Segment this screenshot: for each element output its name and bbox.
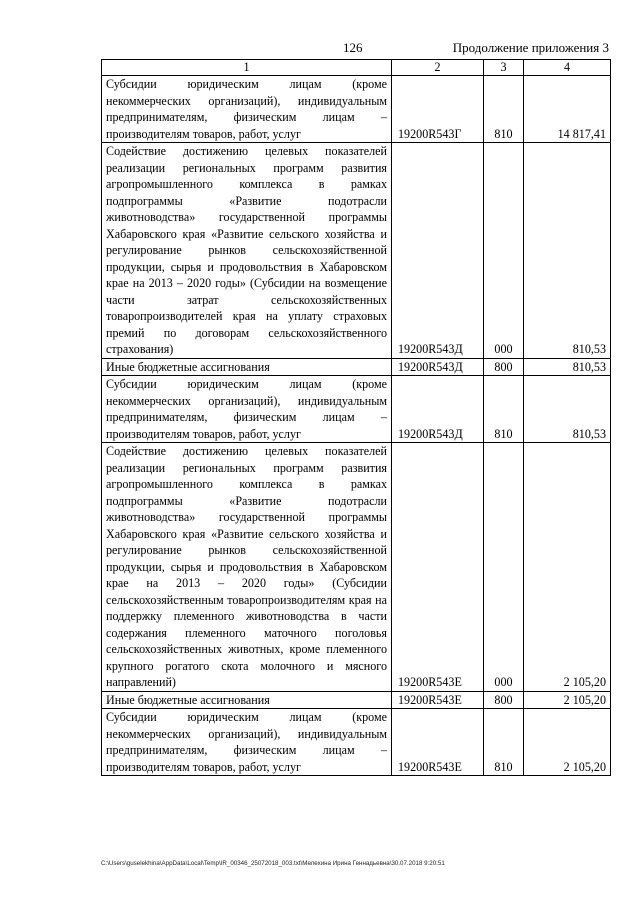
row-expense-type: 800 [484,358,524,376]
row-expense-type: 000 [484,143,524,359]
column-header: 4 [524,60,611,76]
row-sum: 14 817,41 [524,76,611,143]
table-row [102,443,611,692]
row-target-code: 19200R543Г [392,76,484,143]
row-sum: 2 105,20 [524,443,611,692]
row-target-code: 19200R543Е [392,443,484,692]
row-target-code: 19200R543Е [392,691,484,709]
column-header: 2 [392,60,484,76]
row-expense-type: 810 [484,76,524,143]
table-row [102,691,611,709]
row-target-code: 19200R543Д [392,143,484,359]
column-header: 3 [484,60,524,76]
row-sum: 810,53 [524,376,611,443]
row-sum: 810,53 [524,358,611,376]
row-name: Иные бюджетные ассигнования [102,691,392,709]
row-expense-type: 000 [484,443,524,692]
page-number: 126 [343,40,363,55]
appendix-continuation-label: Продолжение приложения 3 [452,40,609,55]
row-name: Содействие достижению целевых показателей реализации региональных программ развития агропромышленного комплекса в рамках подпрограммы «Развитие подотрасли животноводства» государственной программы Хабаровского края «Развитие сельского хозяйства и регулирование рынков сельскохозяйственной продукции, сырья и продовольствия в Хабаровском крае на 2013 – 2020 годы» (Субсидии на возмещение части затрат сельскохозяйственных товаропроизводителей края на уплату страховых премий по договорам сельскохозяйственного страхования) [102,143,392,359]
row-sum: 2 105,20 [524,691,611,709]
row-target-code: 19200R543Д [392,376,484,443]
row-name: Субсидии юридическим лицам (кроме некоммерческих организаций), индивидуальным предпринимателям, физическим лицам – производителям товаров, работ, услуг [102,76,392,143]
budget-table [101,59,611,776]
row-target-code: 19200R543Д [392,358,484,376]
row-name: Субсидии юридическим лицам (кроме некоммерческих организаций), индивидуальным предпринимателям, физическим лицам – производителям товаров, работ, услуг [102,376,392,443]
table-row [102,376,611,443]
row-sum: 2 105,20 [524,709,611,776]
table-row [102,143,611,359]
row-sum: 810,53 [524,143,611,359]
row-expense-type: 800 [484,691,524,709]
table-header-row [102,60,611,76]
column-header: 1 [102,60,392,76]
row-target-code: 19200R543Е [392,709,484,776]
table-row [102,76,611,143]
document-file-path: C:\Users\guselekhina\AppData\Local\Temp\IR_00346_25072018_003.txt\Мелехина Ирина Геннадьевна\30.07.2018 9:20:51 [101,860,445,867]
row-name: Субсидии юридическим лицам (кроме некоммерческих организаций), индивидуальным предпринимателям, физическим лицам – производителям товаров, работ, услуг [102,709,392,776]
row-name: Иные бюджетные ассигнования [102,358,392,376]
row-name: Содействие достижению целевых показателей реализации региональных программ развития агропромышленного комплекса в рамках подпрограммы «Развитие подотрасли животноводства» государственной программы Хабаровского края «Развитие сельского хозяйства и регулирование рынков сельскохозяйственной продукции, сырья и продовольствия в Хабаровском крае на 2013 – 2020 годы» (Субсидии сельскохозяйственным товаропроизводителям края на поддержку племенного животноводства в части содержания племенного маточного поголовья сельскохозяйственных животных, кроме племенного крупного рогатого скота молочного и мясного направлений) [102,443,392,692]
table-row [102,358,611,376]
row-expense-type: 810 [484,376,524,443]
row-expense-type: 810 [484,709,524,776]
table-row [102,709,611,776]
